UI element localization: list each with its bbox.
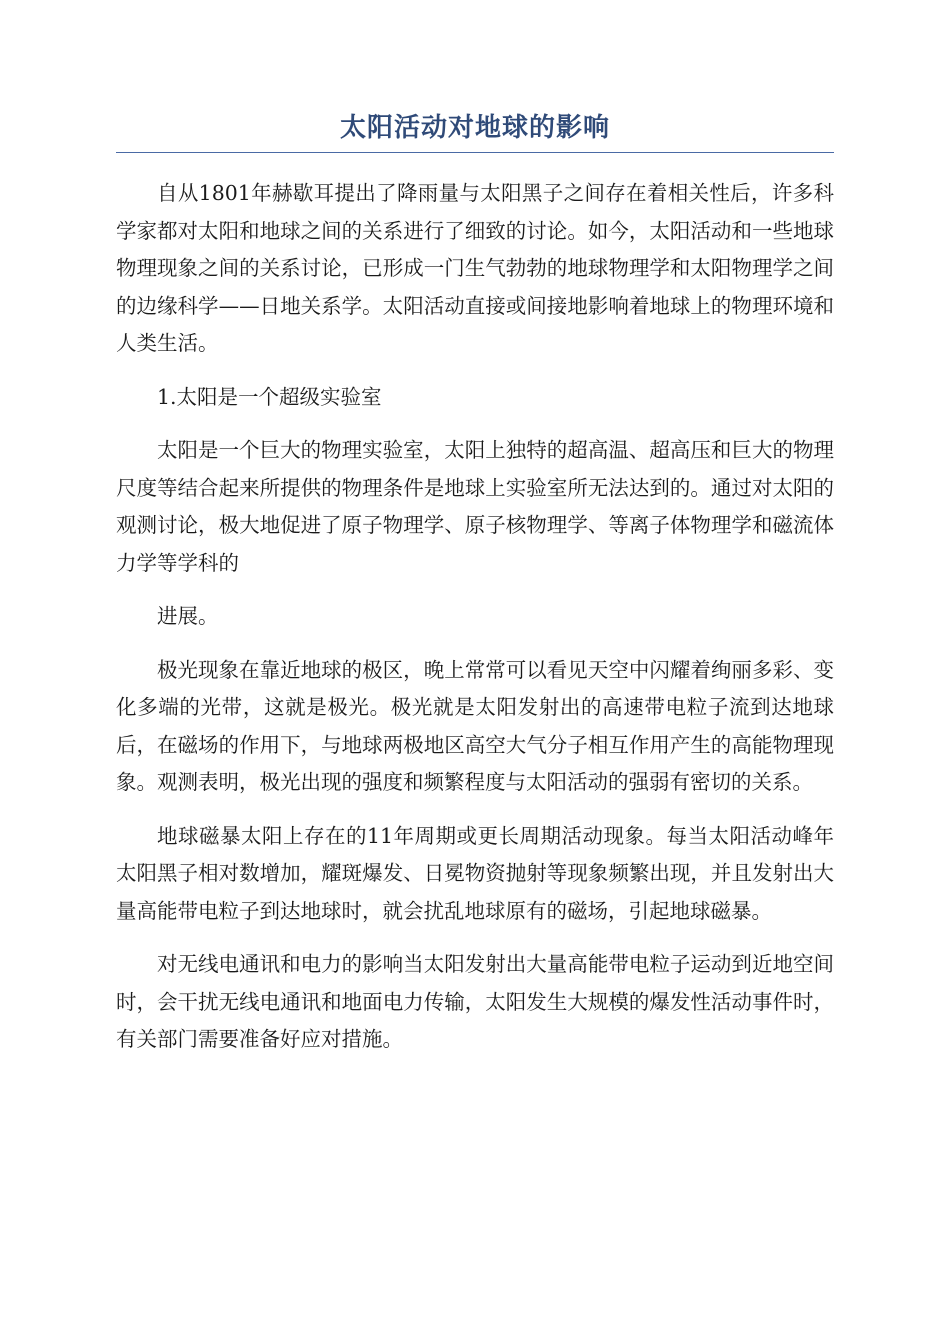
paragraph-progress: 进展。 [157,604,219,628]
paragraph-sun-laboratory: 太阳是一个巨大的物理实验室，太阳上独特的超高温、超高压和巨大的物理尺度等结合起来所提供的物理条件是地球上实验室所无法达到的。通过对太阳的观测讨论，极大地促进了原子物理学、原子核物理学、等离子体物理学和磁流体力学等学科的 [116,438,834,575]
document-title: 太阳活动对地球的影响 [116,108,834,153]
paragraph-magnetic-storm: 地球磁暴太阳上存在的11年周期或更长周期活动现象。每当太阳活动峰年太阳黑子相对数增加，耀斑爆发、日冕物资抛射等现象频繁出现，并且发射出大量高能带电粒子到达地球时，就会扰乱地球原有的磁场，引起地球磁暴。 [116,823,834,923]
document-page [116,108,834,1075]
document-body [116,175,834,1059]
paragraph-intro: 自从1801年赫歇耳提出了降雨量与太阳黑子之间存在着相关性后，许多科学家都对太阳和地球之间的关系进行了细致的讨论。如今，太阳活动和一些地球物理现象之间的关系讨论，已形成一门生气勃勃的地球物理学和太阳物理学之间的边缘科学——日地关系学。太阳活动直接或间接地影响着地球上的物理环境和人类生活。 [116,181,834,355]
paragraph-aurora: 极光现象在靠近地球的极区，晚上常常可以看见天空中闪耀着绚丽多彩、变化多端的光带，这就是极光。极光就是太阳发射出的高速带电粒子流到达地球后，在磁场的作用下，与地球两极地区高空大气分子相互作用产生的高能物理现象。观测表明，极光出现的强度和频繁程度与太阳活动的强弱有密切的关系。 [116,657,834,794]
paragraph-radio-power: 对无线电通讯和电力的影响当太阳发射出大量高能带电粒子运动到近地空间时，会干扰无线电通讯和地面电力传输，太阳发生大规模的爆发性活动事件时，有关部门需要准备好应对措施。 [116,952,834,1051]
section-heading-sun-laboratory: 1.太阳是一个超级实验室 [157,384,382,409]
